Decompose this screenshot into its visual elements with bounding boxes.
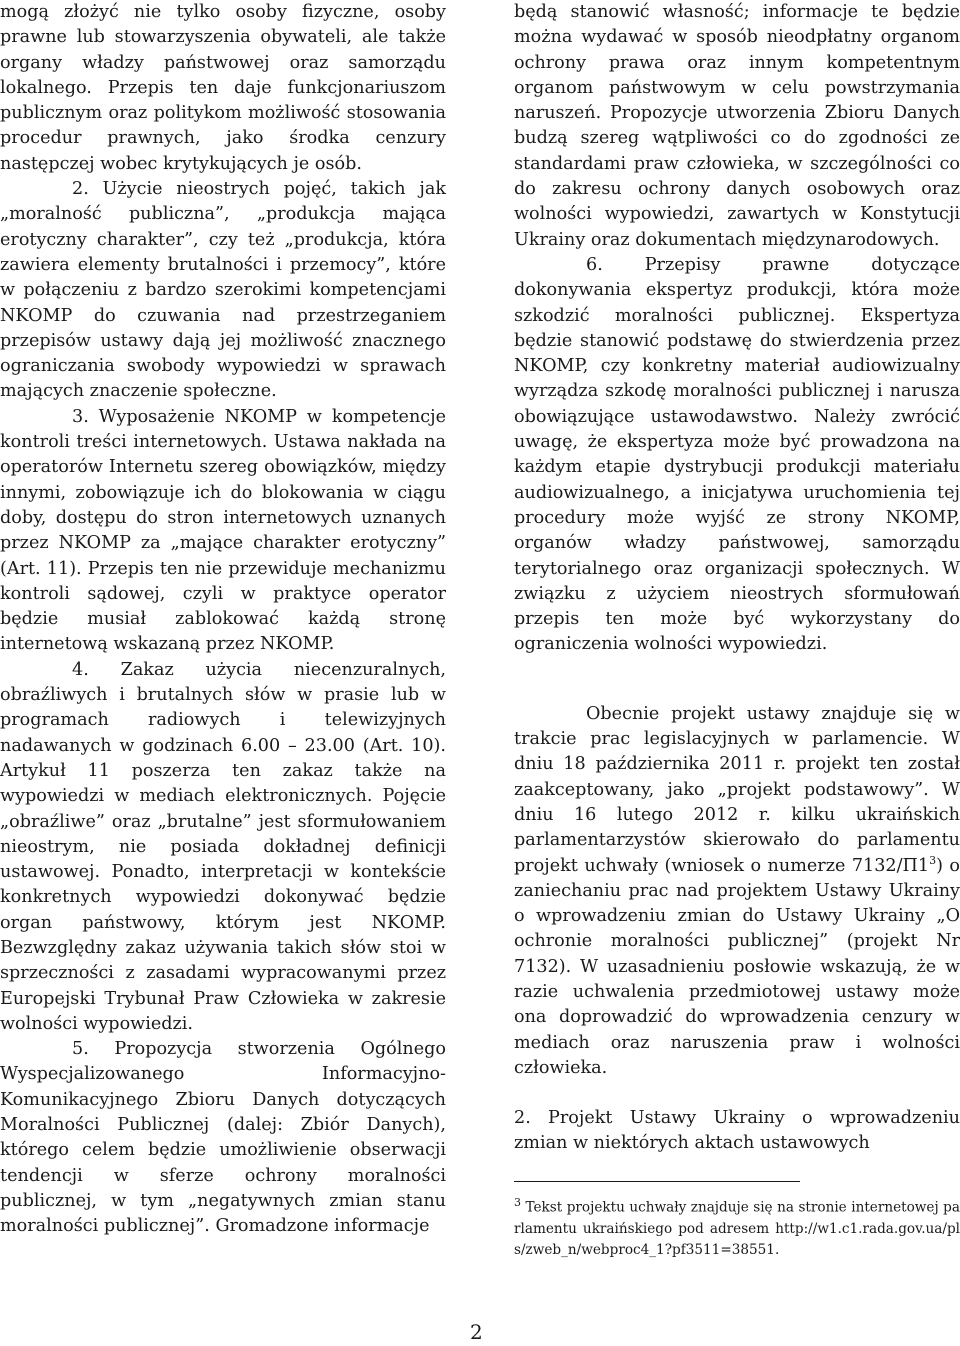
paragraph-item-5: 5. Propozycja stworzenia Ogólnego Wyspecjalizowanego Informacyjno-Komunikacyjnego Zbioru Danych dotyczących Moralności Publicznej (dalej: Zbiór Danych), którego celem będzie umożliwienie obserwacji tendencji w sferze ochrony moralności publicznej, w tym „negatywnych zmian stanu moralności publicznej”. Gromadzone informacje <box>0 1039 446 1237</box>
paragraph-spacer <box>514 1081 960 1106</box>
legislative-text-part2: ) o zaniechaniu prac nad projektem Ustawy Ukrainy o wprowadzeniu zmian do Ustawy Ukrainy „O ochronie moralności publicznej” (projekt Nr 7132). W uzasadnieniu posłowie wskazują, że w razie uchwalenia przedmiotowej ustawy może ona doprowadzić do wprowadzenia cenzury w mediach oraz naruszenia praw i wolności człowieka. <box>514 855 960 1078</box>
paragraph-item-6: 6. Przepisy prawne dotyczące dokonywania ekspertyz produkcji, która może szkodzić moralności publicznej. Ekspertyza będzie stanowić podstawę do stwierdzenia przez NKOMP, czy konkretny materiał audiowizualny wyrządza szkodę moralności publicznej i narusza obowiązujące ustawodawstwo. Należy zwrócić uwagę, że ekspertyza może być prowadzona na każdym etapie dystrybucji produkcji materiału audiowizualnego, a inicjatywa uruchomienia tej procedury może wyjść ze strony NKOMP, organów władzy państwowej, samorządu terytorialnego oraz organizacji społecznych. W związku z użyciem nieostrych sformułowań przepis ten może być wykorzystany do ograniczenia wolności wypowiedzi. <box>514 254 960 655</box>
page-number: 2 <box>470 1320 483 1344</box>
left-column <box>0 0 446 1240</box>
legislative-text-part1: Obecnie projekt ustawy znajduje się w trakcie prac legislacyjnych w parlamencie. W dniu 18 października 2011 r. projekt ten został zaakceptowany, jako „projekt podstawowy”. W dniu 16 lutego 2012 r. kilku ukraińskich parlamentarzystów skierowało do parlamentu projekt uchwały (wniosek o numerze 7132/П1 <box>514 703 960 876</box>
footnote-mark: 3 <box>514 1195 521 1209</box>
paragraph-item-4: 4. Zakaz użycia niecenzuralnych, obraźliwych i brutalnych słów w prasie lub w programach radiowych i telewizyjnych nadawanych w godzinach 6.00 – 23.00 (Art. 10). Artykuł 11 poszerza ten zakaz także na wypowiedzi w mediach elektronicznych. Pojęcie „obraźliwe” oraz „brutalne” jest sformułowaniem nieostrym, nie posiada dokładnej definicji ustawowej. Ponadto, interpretacji w kontekście konkretnych wypowiedzi dokonywać będzie organ państwowy, którym jest NKOMP. Bezwzględny zakaz używania takich słów stoi w sprzeczności z zasadami wypracowanymi przez Europejski Trybunał Praw Człowieka w zakresie wolności wypowiedzi. <box>0 659 446 1034</box>
paragraph-spacer <box>514 658 960 702</box>
right-column <box>514 0 960 1262</box>
section-heading-2: 2. Projekt Ustawy Ukrainy o wprowadzeniu zmian w niektórych aktach ustawowych <box>514 1108 960 1154</box>
footnote <box>514 1192 960 1262</box>
footnote-text: Tekst projektu uchwały znajduje się na stronie internetowej parlamentu ukraińskiego pod adresem http://w1.c1.rada.gov.ua/pls/zweb_n/webproc4_1?pf3511=38551. <box>514 1199 960 1259</box>
footnote-reference: 3 <box>929 853 937 867</box>
paragraph-item-3: 3. Wyposażenie NKOMP w kompetencje kontroli treści internetowych. Ustawa nakłada na operatorów Internetu szereg obowiązków, między innymi, zobowiązuje ich do blokowania w ciągu doby, dostępu do stron internetowych uznanych przez NKOMP za „mające charakter erotyczny” (Art. 11). Przepis ten nie przewiduje mechanizmu kontroli sądowej, czyli w praktyce operator będzie musiał zablokować każdą stronę internetową wskazaną przez NKOMP. <box>0 406 446 655</box>
paragraph-continuation: mogą złożyć nie tylko osoby fizyczne, osoby prawne lub stowarzyszenia obywateli, ale także organy władzy państwowej oraz samorządu lokalnego. Przepis ten daje funkcjonariuszom publicznym oraz politykom możliwość stosowania procedur prawnych, jako środka cenzury następczej wobec krytykujących je osób. <box>0 2 446 174</box>
footnote-separator <box>514 1181 800 1182</box>
paragraph-continuation-right: będą stanowić własność; informacje te będzie można wydawać w sposób nieodpłatny organom ochrony prawa oraz innym kompetentnym organom państwowym w celu powstrzymania naruszeń. Propozycje utworzenia Zbioru Danych budzą szereg wątpliwości co do zgodności ze standardami praw człowieka, w szczególności co do zakresu ochrony danych osobowych oraz wolności wypowiedzi, zawartych w Konstytucji Ukrainy oraz dokumentach międzynarodowych. <box>514 2 960 250</box>
paragraph-item-2: 2. Użycie nieostrych pojęć, takich jak „moralność publiczna”, „produkcja mająca erotyczny charakter”, czy też „produkcja, która zawiera elementy brutalności i przemocy”, które w połączeniu z bardzo szerokimi kompetencjami NKOMP do czuwania nad przestrzeganiem przepisów ustawy dają jej możliwość znacznego ograniczania swobody wypowiedzi w sprawach mających znaczenie społeczne. <box>0 179 446 402</box>
paragraph-legislative-status <box>514 702 960 1081</box>
